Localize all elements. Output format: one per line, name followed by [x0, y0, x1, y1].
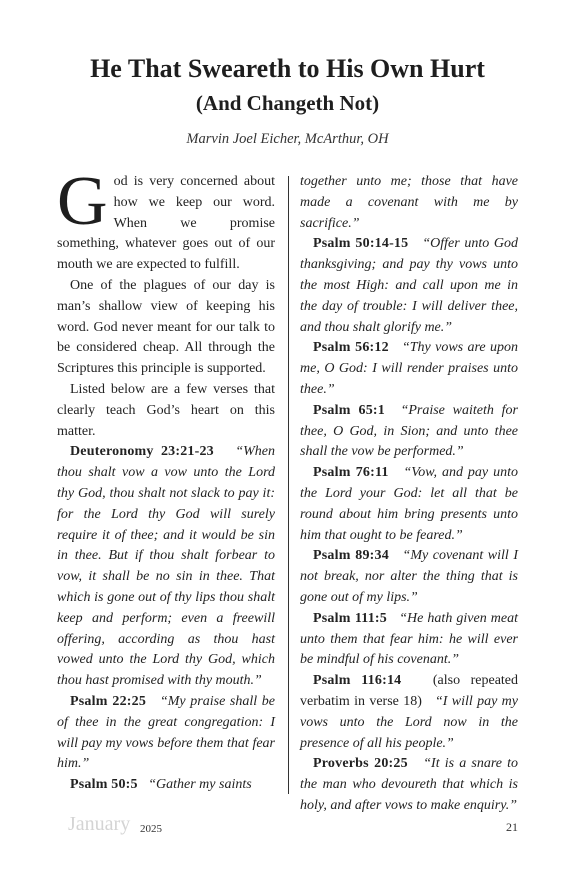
- verse-quote: “It is a snare to the man who devoureth that which is holy, and after vows to make enquiry.”: [300, 756, 519, 813]
- verse-paragraph: [300, 754, 518, 816]
- verse-paragraph: [300, 338, 518, 400]
- verse-paragraph: [300, 546, 518, 608]
- page-number: 21: [506, 820, 518, 834]
- right-column: [300, 172, 518, 817]
- article-author: Marvin Joel Eicher, McArthur, OH: [186, 131, 389, 147]
- verse-paragraph: [300, 671, 518, 754]
- intro-paragraph: [57, 163, 275, 276]
- article-subtitle: (And Changeth Not): [195, 91, 380, 115]
- verse-paragraph: [300, 463, 518, 546]
- verse-quote: “Thy vows are upon me, O God: I will render praises unto thee.”: [300, 340, 518, 397]
- verse-paragraph: [300, 401, 518, 463]
- verse-reference: Psalm 50:14-15: [313, 236, 409, 252]
- verse-reference: Psalm 50:5: [70, 777, 138, 793]
- verse-paragraph: [300, 234, 518, 338]
- verse-quote: “Vow, and pay unto the Lord your God: let all that be round about him bring presents unto him that ought to be feared.”: [300, 465, 518, 543]
- verse-quote: “My praise shall be of thee in the great congregation: I will pay my vows before them that fear him.”: [57, 693, 276, 772]
- verse-reference: Psalm 65:1: [313, 402, 385, 418]
- verse-reference: Psalm 56:12: [313, 340, 389, 356]
- left-column: [57, 163, 276, 796]
- body-paragraph: Listed below are a few verses that clearly teach God’s heart on this matter.: [57, 381, 275, 439]
- verse-reference: Deuteronomy 23:21-23: [70, 444, 214, 460]
- verse-continuation: together unto me; those that have made a covenant with me by sacrifice.”: [300, 174, 518, 231]
- verse-paragraph: [57, 442, 275, 692]
- verse-paragraph: [300, 609, 518, 671]
- verse-paragraph: [57, 692, 275, 775]
- footer-month: January: [68, 813, 131, 835]
- verse-quote: “My covenant will I not break, nor alter the thing that is gone out of my lips.”: [300, 548, 518, 605]
- verse-reference: Proverbs 20:25: [313, 756, 408, 772]
- verse-reference: Psalm 116:14: [313, 673, 402, 689]
- drop-cap: G: [57, 163, 108, 240]
- verse-quote: “Offer unto God thanksgiving; and pay thy vows unto the most High: and call upon me in the day of trouble: I will deliver thee, and thou shalt glorify me.”: [300, 236, 518, 335]
- verse-quote: “Gather my saints: [148, 777, 252, 793]
- intro-text: od is very concerned about how we keep our word. When we promise something, whatever goes out of our mouth we are expected to fulfill.: [57, 174, 275, 273]
- verse-reference: Psalm 76:11: [313, 465, 389, 481]
- body-paragraph: One of the plagues of our day is man’s shallow view of keeping his word. God never meant for our talk to be considered cheap. All through the Scriptures this principle is supported.: [57, 277, 275, 377]
- verse-quote: “I will pay my vows unto the Lord now in the presence of all his people.”: [300, 693, 518, 751]
- article-title: He That Sweareth to His Own Hurt: [90, 54, 485, 83]
- verse-quote: “When thou shalt vow a vow unto the Lord thy God, thou shalt not slack to pay it: for the Lord thy God will surely require it of thee; and it would be sin in thee. But if thou shalt forbear to vow, it shall be no sin in thee. That which is gone out of thy lips thou shalt keep and perform; even a freewill offering, according as thou hast vowed unto the Lord thy God, which thou hast promised with thy mouth.”: [57, 444, 275, 689]
- verse-paragraph: [57, 775, 275, 796]
- verse-note: (also repeated verbatim in verse 18): [300, 673, 519, 709]
- verse-quote: “He hath given meat unto them that fear him: he will ever be mindful of his covenant.”: [300, 610, 519, 668]
- verse-quote: “Praise waiteth for thee, O God, in Sion; and unto thee shall the vow be performed.”: [300, 402, 519, 460]
- column-divider: [288, 176, 289, 794]
- verse-reference: Psalm 89:34: [313, 548, 389, 564]
- verse-reference: Psalm 111:5: [313, 610, 387, 626]
- verse-reference: Psalm 22:25: [70, 693, 147, 709]
- footer-year: 2025: [140, 823, 162, 835]
